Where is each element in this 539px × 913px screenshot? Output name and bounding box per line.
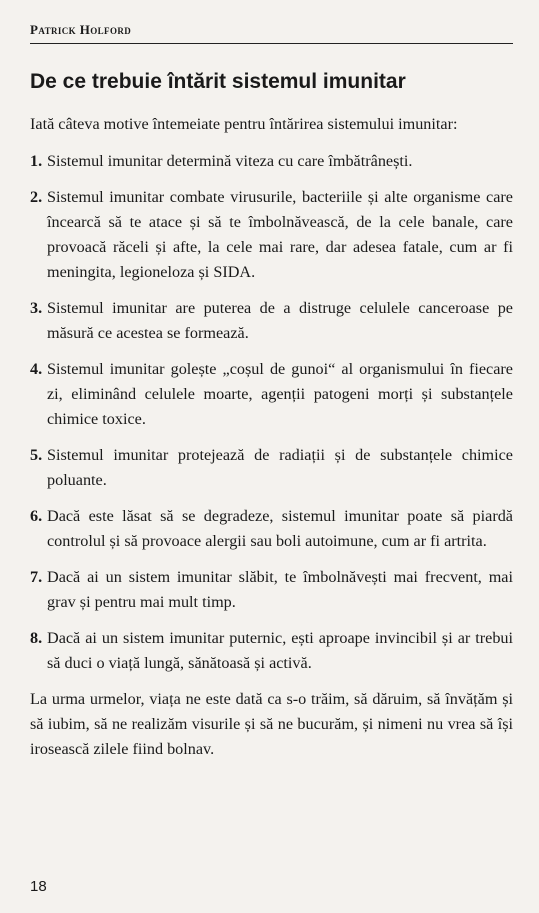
list-item	[30, 565, 513, 615]
list-item-number: 1.	[30, 152, 43, 171]
list-item	[30, 296, 513, 346]
list-item	[30, 357, 513, 432]
list-item-text: Dacă ai un sistem imunitar slăbit, te îmbolnăvești mai frecvent, mai grav și pentru mai mult timp.	[47, 568, 513, 612]
list-item-text: Sistemul imunitar determină viteza cu care îmbătrânești.	[47, 152, 413, 171]
list-item-number: 8.	[30, 629, 43, 648]
running-head: Patrick Holford	[30, 22, 513, 44]
list-item-text: Dacă ai un sistem imunitar puternic, ești aproape invincibil și ar trebui să duci o viață lungă, sănătoasă și activă.	[47, 629, 513, 673]
list-item	[30, 504, 513, 554]
list-item	[30, 185, 513, 285]
closing-paragraph: La urma urmelor, viața ne este dată ca s-o trăim, să dăruim, să învățăm și să iubim, să ne realizăm visurile și să ne bucurăm, și nimeni nu vrea să își irosească zilele fiind bolnav.	[30, 690, 513, 759]
intro-paragraph: Iată câteva motive întemeiate pentru întărirea sistemului imunitar:	[30, 115, 458, 134]
list-item-text: Sistemul imunitar combate virusurile, bacteriile și alte organisme care încearcă să te atace și să te îmbolnăvească, de la cele banale, care provoacă răceli și afte, la cele mai rare, dar adesea fatale, cum ar fi meningita, legioneloza și SIDA.	[47, 188, 513, 282]
list-item-text: Dacă este lăsat să se degradeze, sistemul imunitar poate să piardă controlul și să provoace alergii sau boli autoimune, cum ar fi artrita.	[47, 507, 513, 551]
list-item	[30, 626, 513, 676]
page-number: 18	[30, 878, 47, 895]
list-item	[30, 443, 513, 493]
list-item-text: Sistemul imunitar protejează de radiații și de substanțele chimice poluante.	[47, 446, 513, 490]
list-item-text: Sistemul imunitar golește „coșul de gunoi“ al organismului în fiecare zi, eliminând celulele moarte, agenții patogeni morți și substanțele chimice toxice.	[47, 360, 513, 429]
list-item-text: Sistemul imunitar are puterea de a distruge celulele canceroase pe măsură ce acestea se formează.	[47, 299, 513, 343]
list-item-number: 7.	[30, 568, 43, 587]
list-item-number: 6.	[30, 507, 43, 526]
reasons-list	[30, 149, 513, 676]
list-item-number: 4.	[30, 360, 43, 379]
list-item	[30, 149, 513, 174]
list-item-number: 3.	[30, 299, 43, 318]
list-item-number: 2.	[30, 188, 43, 207]
section-title: De ce trebuie întărit sistemul imunitar	[30, 70, 406, 93]
list-item-number: 5.	[30, 446, 43, 465]
